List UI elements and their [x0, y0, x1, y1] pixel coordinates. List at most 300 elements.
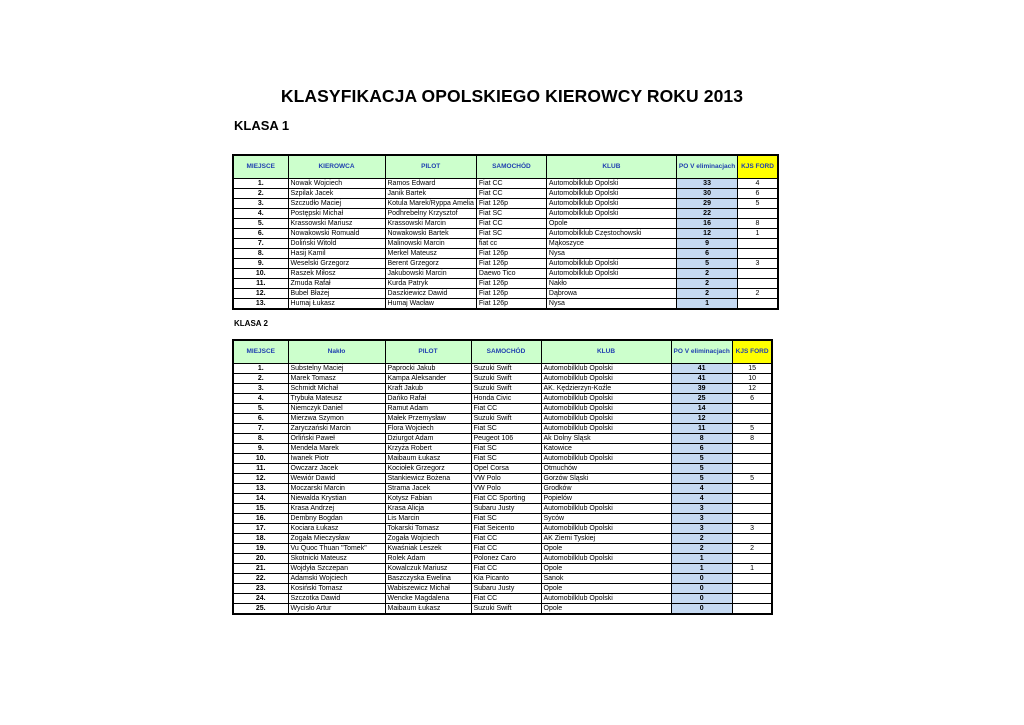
cell-miejsce: 11. [233, 279, 288, 289]
cell-kjs-ford: 12 [732, 384, 772, 394]
cell-po-v: 39 [671, 384, 732, 394]
cell-pilot: Krzyża Robert [385, 444, 471, 454]
header-miejsce: MIEJSCE [233, 340, 288, 364]
cell-kierowca: Szczotka Dawid [288, 594, 385, 604]
cell-po-v: 1 [676, 299, 737, 310]
cell-po-v: 5 [671, 454, 732, 464]
cell-samochod: Fiat 126p [476, 249, 546, 259]
cell-po-v: 12 [676, 229, 737, 239]
cell-klub: Automobilklub Opolski [546, 269, 676, 279]
cell-kjs-ford [732, 414, 772, 424]
cell-klub: Automobilklub Opolski [541, 424, 671, 434]
cell-pilot: Wabiszewicz Michał [385, 584, 471, 594]
cell-pilot: Kotula Marek/Ryppa Amelia [385, 199, 476, 209]
cell-samochod: Peugeot 106 [471, 434, 541, 444]
cell-pilot: Kampa Aleksander [385, 374, 471, 384]
cell-kierowca: Zmuda Rafał [288, 279, 385, 289]
cell-kierowca: Trybuła Mateusz [288, 394, 385, 404]
header-pilot: PILOT [385, 340, 471, 364]
header-kierowca: Nakło [288, 340, 385, 364]
cell-pilot: Daszkiewicz Dawid [385, 289, 476, 299]
cell-samochod: Subaru Justy [471, 584, 541, 594]
cell-po-v: 1 [671, 564, 732, 574]
cell-miejsce: 25. [233, 604, 288, 615]
cell-klub: Automobilklub Opolski [546, 179, 676, 189]
table-row [233, 414, 772, 424]
table-row [233, 239, 778, 249]
cell-kierowca: Schmidt Michał [288, 384, 385, 394]
cell-kierowca: Hasij Kamil [288, 249, 385, 259]
table-row [233, 474, 772, 484]
cell-pilot: Kowalczuk Mariusz [385, 564, 471, 574]
cell-pilot: Merkel Mateusz [385, 249, 476, 259]
table-row [233, 484, 772, 494]
cell-miejsce: 16. [233, 514, 288, 524]
cell-kierowca: Nowakowski Romuald [288, 229, 385, 239]
table-row [233, 189, 778, 199]
cell-po-v: 0 [671, 604, 732, 615]
klasa1-table [232, 154, 779, 310]
cell-kjs-ford [732, 514, 772, 524]
cell-klub: Gorzów Śląski [541, 474, 671, 484]
cell-samochod: Fiat SC [476, 229, 546, 239]
cell-kierowca: Szczudło Maciej [288, 199, 385, 209]
cell-miejsce: 8. [233, 249, 288, 259]
cell-klub: Automobilklub Opolski [541, 554, 671, 564]
header-klub: KLUB [546, 155, 676, 179]
cell-samochod: Suzuki Swift [471, 374, 541, 384]
table-row [233, 249, 778, 259]
cell-pilot: Podhrebelny Krzysztof [385, 209, 476, 219]
cell-kierowca: Szpilak Jacek [288, 189, 385, 199]
cell-klub: Opole [546, 219, 676, 229]
cell-pilot: Żogała Wojciech [385, 534, 471, 544]
cell-po-v: 5 [671, 464, 732, 474]
cell-miejsce: 15. [233, 504, 288, 514]
cell-kjs-ford: 3 [738, 259, 778, 269]
table-row [233, 434, 772, 444]
table-row [233, 364, 772, 374]
cell-miejsce: 17. [233, 524, 288, 534]
header-row [233, 155, 778, 179]
cell-pilot: Ramos Edward [385, 179, 476, 189]
cell-kjs-ford [738, 209, 778, 219]
cell-klub: Automobilklub Częstochowski [546, 229, 676, 239]
header-miejsce: MIEJSCE [233, 155, 288, 179]
header-klub: KLUB [541, 340, 671, 364]
table-row [233, 424, 772, 434]
cell-klub: Grodków [541, 484, 671, 494]
cell-klub: Opole [541, 564, 671, 574]
cell-miejsce: 12. [233, 474, 288, 484]
cell-miejsce: 1. [233, 179, 288, 189]
cell-miejsce: 5. [233, 219, 288, 229]
cell-kierowca: Vu Quoc Thuan "Tomek" [288, 544, 385, 554]
cell-po-v: 41 [671, 374, 732, 384]
cell-kierowca: Wojdyła Szczepan [288, 564, 385, 574]
cell-pilot: Maibaum Łukasz [385, 604, 471, 615]
table-row [233, 199, 778, 209]
cell-samochod: Fiat CC Sporting [471, 494, 541, 504]
cell-kjs-ford [738, 269, 778, 279]
cell-kierowca: Kosiński Tomasz [288, 584, 385, 594]
cell-samochod: Fiat 126p [476, 279, 546, 289]
cell-po-v: 33 [676, 179, 737, 189]
cell-po-v: 4 [671, 494, 732, 504]
cell-po-v: 16 [676, 219, 737, 229]
table-row [233, 229, 778, 239]
cell-klub: Nysa [546, 249, 676, 259]
cell-kjs-ford [738, 299, 778, 310]
cell-pilot: Wencke Magdalena [385, 594, 471, 604]
table-row [233, 504, 772, 514]
cell-klub: Automobilklub Opolski [541, 594, 671, 604]
cell-samochod: Subaru Justy [471, 504, 541, 514]
cell-miejsce: 20. [233, 554, 288, 564]
cell-kjs-ford: 2 [732, 544, 772, 554]
cell-klub: Mąkoszyce [546, 239, 676, 249]
table-row [233, 514, 772, 524]
cell-klub: Automobilklub Opolski [546, 199, 676, 209]
cell-po-v: 12 [671, 414, 732, 424]
cell-klub: Automobilklub Opolski [546, 189, 676, 199]
cell-samochod: Fiat SC [471, 514, 541, 524]
cell-kierowca: Weselski Grzegorz [288, 259, 385, 269]
cell-samochod: Daewo Tico [476, 269, 546, 279]
cell-kjs-ford [732, 494, 772, 504]
table-row [233, 299, 778, 310]
cell-kierowca: Dembny Bogdan [288, 514, 385, 524]
cell-miejsce: 12. [233, 289, 288, 299]
header-po-v: PO V eliminacjach [671, 340, 732, 364]
cell-kierowca: Orliński Paweł [288, 434, 385, 444]
table-row [233, 179, 778, 189]
cell-samochod: Kia Picanto [471, 574, 541, 584]
cell-kjs-ford [732, 604, 772, 615]
cell-kierowca: Wycisło Artur [288, 604, 385, 615]
cell-miejsce: 11. [233, 464, 288, 474]
cell-samochod: Fiat 126p [476, 299, 546, 310]
cell-kierowca: Krasa Andrzej [288, 504, 385, 514]
cell-po-v: 9 [676, 239, 737, 249]
cell-kierowca: Żogała Mieczysław [288, 534, 385, 544]
table-row [233, 394, 772, 404]
klasa1-heading: KLASA 1 [234, 118, 290, 133]
table-row [233, 564, 772, 574]
cell-miejsce: 22. [233, 574, 288, 584]
cell-pilot: Ramut Adam [385, 404, 471, 414]
cell-klub: Automobilklub Opolski [541, 374, 671, 384]
cell-po-v: 3 [671, 504, 732, 514]
cell-kjs-ford: 3 [732, 524, 772, 534]
cell-po-v: 0 [671, 584, 732, 594]
cell-miejsce: 9. [233, 444, 288, 454]
cell-po-v: 41 [671, 364, 732, 374]
cell-klub: Automobilklub Opolski [541, 454, 671, 464]
cell-kierowca: Owczarz Jacek [288, 464, 385, 474]
cell-miejsce: 1. [233, 364, 288, 374]
header-kjs-ford: KJS FORD [732, 340, 772, 364]
cell-kjs-ford [732, 444, 772, 454]
cell-pilot: Kwaśniak Leszek [385, 544, 471, 554]
cell-kjs-ford [732, 574, 772, 584]
cell-pilot: Stankiewicz Bożena [385, 474, 471, 484]
cell-kjs-ford [738, 239, 778, 249]
cell-klub: Popielów [541, 494, 671, 504]
cell-klub: Ak Dolny Śląsk [541, 434, 671, 444]
cell-samochod: Fiat CC [476, 179, 546, 189]
cell-klub: Automobilklub Opolski [541, 524, 671, 534]
cell-klub: Automobilklub Opolski [541, 414, 671, 424]
cell-po-v: 29 [676, 199, 737, 209]
table-row [233, 209, 778, 219]
klasa2-table [232, 339, 773, 615]
cell-po-v: 8 [671, 434, 732, 444]
cell-pilot: Dańko Rafał [385, 394, 471, 404]
cell-pilot: Maibaum Łukasz [385, 454, 471, 464]
cell-kjs-ford [738, 279, 778, 289]
cell-kierowca: Marek Tomasz [288, 374, 385, 384]
cell-miejsce: 4. [233, 209, 288, 219]
cell-pilot: Malinowski Marcin [385, 239, 476, 249]
cell-miejsce: 2. [233, 374, 288, 384]
cell-kjs-ford [732, 584, 772, 594]
cell-kierowca: Nowak Wojciech [288, 179, 385, 189]
cell-pilot: Jakubowski Marcin [385, 269, 476, 279]
cell-po-v: 25 [671, 394, 732, 404]
cell-po-v: 1 [671, 554, 732, 564]
cell-pilot: Krassowski Marcin [385, 219, 476, 229]
cell-miejsce: 14. [233, 494, 288, 504]
cell-pilot: Kurda Patryk [385, 279, 476, 289]
cell-po-v: 2 [676, 279, 737, 289]
cell-miejsce: 2. [233, 189, 288, 199]
cell-po-v: 2 [671, 544, 732, 554]
table-row [233, 494, 772, 504]
cell-samochod: Fiat CC [476, 219, 546, 229]
cell-kierowca: Moczarski Marcin [288, 484, 385, 494]
header-row [233, 340, 772, 364]
cell-pilot: Paprocki Jakub [385, 364, 471, 374]
cell-pilot: Kotysz Fabian [385, 494, 471, 504]
cell-klub: Dąbrowa [546, 289, 676, 299]
table-row [233, 384, 772, 394]
cell-miejsce: 3. [233, 384, 288, 394]
cell-kierowca: Mierzwa Szymon [288, 414, 385, 424]
cell-kjs-ford: 8 [738, 219, 778, 229]
cell-po-v: 2 [671, 534, 732, 544]
table-row [233, 554, 772, 564]
cell-samochod: Polonez Caro [471, 554, 541, 564]
cell-kierowca: Doliński Witold [288, 239, 385, 249]
cell-kjs-ford: 5 [738, 199, 778, 209]
cell-samochod: Fiat CC [471, 594, 541, 604]
cell-po-v: 14 [671, 404, 732, 414]
cell-samochod: fiat cc [476, 239, 546, 249]
header-po-v: PO V eliminacjach [676, 155, 737, 179]
cell-miejsce: 10. [233, 454, 288, 464]
cell-pilot: Rolek Adam [385, 554, 471, 564]
klasa2-heading: KLASA 2 [234, 319, 268, 328]
cell-po-v: 2 [676, 289, 737, 299]
cell-kjs-ford [732, 484, 772, 494]
table-row [233, 374, 772, 384]
cell-samochod: Suzuki Swift [471, 604, 541, 615]
cell-miejsce: 6. [233, 414, 288, 424]
cell-pilot: Berent Grzegorz [385, 259, 476, 269]
cell-po-v: 11 [671, 424, 732, 434]
cell-kjs-ford: 5 [732, 424, 772, 434]
cell-po-v: 2 [676, 269, 737, 279]
cell-klub: Sanok [541, 574, 671, 584]
cell-klub: Automobilklub Opolski [546, 209, 676, 219]
cell-kjs-ford: 15 [732, 364, 772, 374]
cell-kjs-ford [732, 534, 772, 544]
cell-klub: Automobilklub Opolski [541, 394, 671, 404]
cell-kjs-ford [732, 464, 772, 474]
cell-pilot: Kraft Jakub [385, 384, 471, 394]
cell-miejsce: 23. [233, 584, 288, 594]
cell-klub: Otmuchów [541, 464, 671, 474]
cell-pilot: Dziurgot Adam [385, 434, 471, 444]
cell-samochod: VW Polo [471, 484, 541, 494]
cell-kierowca: Mendela Marek [288, 444, 385, 454]
cell-pilot: Baszczyska Ewelina [385, 574, 471, 584]
cell-klub: Automobilklub Opolski [546, 259, 676, 269]
cell-samochod: Fiat CC [471, 404, 541, 414]
table-row [233, 259, 778, 269]
cell-miejsce: 8. [233, 434, 288, 444]
table-row [233, 534, 772, 544]
cell-klub: Nysa [546, 299, 676, 310]
cell-samochod: Fiat SC [471, 454, 541, 464]
header-samochod: SAMOCHÓD [471, 340, 541, 364]
cell-samochod: Fiat 126p [476, 199, 546, 209]
cell-miejsce: 4. [233, 394, 288, 404]
cell-pilot: Janik Bartek [385, 189, 476, 199]
table-row [233, 269, 778, 279]
cell-kjs-ford [732, 554, 772, 564]
table-row [233, 404, 772, 414]
cell-miejsce: 10. [233, 269, 288, 279]
cell-po-v: 0 [671, 574, 732, 584]
cell-kierowca: Krassowski Mariusz [288, 219, 385, 229]
cell-klub: AK Ziemi Tyskiej [541, 534, 671, 544]
cell-pilot: Strama Jacek [385, 484, 471, 494]
cell-samochod: Fiat CC [476, 189, 546, 199]
cell-kierowca: Postępski Michał [288, 209, 385, 219]
cell-samochod: Fiat SC [471, 424, 541, 434]
cell-kierowca: Adamski Wojciech [288, 574, 385, 584]
cell-miejsce: 7. [233, 239, 288, 249]
table-row [233, 279, 778, 289]
table-row [233, 574, 772, 584]
cell-samochod: Fiat CC [471, 534, 541, 544]
table-row [233, 289, 778, 299]
cell-klub: Nakło [546, 279, 676, 289]
cell-miejsce: 6. [233, 229, 288, 239]
cell-samochod: Fiat CC [471, 564, 541, 574]
cell-samochod: Fiat 126p [476, 259, 546, 269]
cell-miejsce: 13. [233, 484, 288, 494]
cell-pilot: Humaj Wacław [385, 299, 476, 310]
cell-miejsce: 3. [233, 199, 288, 209]
cell-klub: Opole [541, 604, 671, 615]
cell-klub: Katowice [541, 444, 671, 454]
cell-po-v: 5 [671, 474, 732, 484]
cell-po-v: 6 [676, 249, 737, 259]
cell-pilot: Nowakowski Bartek [385, 229, 476, 239]
cell-kjs-ford: 5 [732, 474, 772, 484]
cell-miejsce: 5. [233, 404, 288, 414]
cell-po-v: 5 [676, 259, 737, 269]
table-row [233, 524, 772, 534]
cell-kjs-ford [732, 404, 772, 414]
cell-kierowca: Iwanek Piotr [288, 454, 385, 464]
cell-po-v: 0 [671, 594, 732, 604]
cell-samochod: Fiat Seicento [471, 524, 541, 534]
table-row [233, 219, 778, 229]
table-row [233, 584, 772, 594]
table-row [233, 594, 772, 604]
table-row [233, 544, 772, 554]
cell-kjs-ford: 1 [732, 564, 772, 574]
cell-kierowca: Zaryczański Marcin [288, 424, 385, 434]
cell-miejsce: 24. [233, 594, 288, 604]
cell-pilot: Tokarski Tomasz [385, 524, 471, 534]
cell-kierowca: Skotnicki Mateusz [288, 554, 385, 564]
cell-klub: AK. Kędzierzyn-Koźle [541, 384, 671, 394]
cell-miejsce: 18. [233, 534, 288, 544]
cell-samochod: Suzuki Swift [471, 384, 541, 394]
cell-kierowca: Raszek Miłosz [288, 269, 385, 279]
cell-kierowca: Bubel Błażej [288, 289, 385, 299]
cell-pilot: Krasa Alicja [385, 504, 471, 514]
cell-samochod: Fiat SC [471, 444, 541, 454]
cell-po-v: 3 [671, 514, 732, 524]
cell-kjs-ford [738, 249, 778, 259]
header-kjs-ford: KJS FORD [738, 155, 778, 179]
cell-kierowca: Kociara Łukasz [288, 524, 385, 534]
header-samochod: SAMOCHÓD [476, 155, 546, 179]
table-row [233, 464, 772, 474]
table-row [233, 604, 772, 615]
page-title: KLASYFIKACJA OPOLSKIEGO KIEROWCY ROKU 2013 [280, 86, 744, 106]
cell-pilot: Lis Marcin [385, 514, 471, 524]
cell-kjs-ford: 10 [732, 374, 772, 384]
cell-miejsce: 9. [233, 259, 288, 269]
cell-samochod: Fiat SC [476, 209, 546, 219]
cell-samochod: VW Polo [471, 474, 541, 484]
table-row [233, 454, 772, 464]
cell-samochod: Fiat CC [471, 544, 541, 554]
cell-klub: Automobilklub Opolski [541, 364, 671, 374]
cell-po-v: 22 [676, 209, 737, 219]
cell-kierowca: Humaj Łukasz [288, 299, 385, 310]
cell-samochod: Suzuki Swift [471, 364, 541, 374]
cell-samochod: Fiat 126p [476, 289, 546, 299]
cell-kjs-ford [732, 504, 772, 514]
cell-samochod: Opel Corsa [471, 464, 541, 474]
header-kierowca: KIEROWCA [288, 155, 385, 179]
cell-kjs-ford [732, 454, 772, 464]
cell-kjs-ford: 6 [732, 394, 772, 404]
cell-samochod: Suzuki Swift [471, 414, 541, 424]
cell-klub: Automobilklub Opolski [541, 404, 671, 414]
cell-klub: Automobilklub Opolski [541, 504, 671, 514]
cell-po-v: 4 [671, 484, 732, 494]
cell-kierowca: Wewiór Dawid [288, 474, 385, 484]
